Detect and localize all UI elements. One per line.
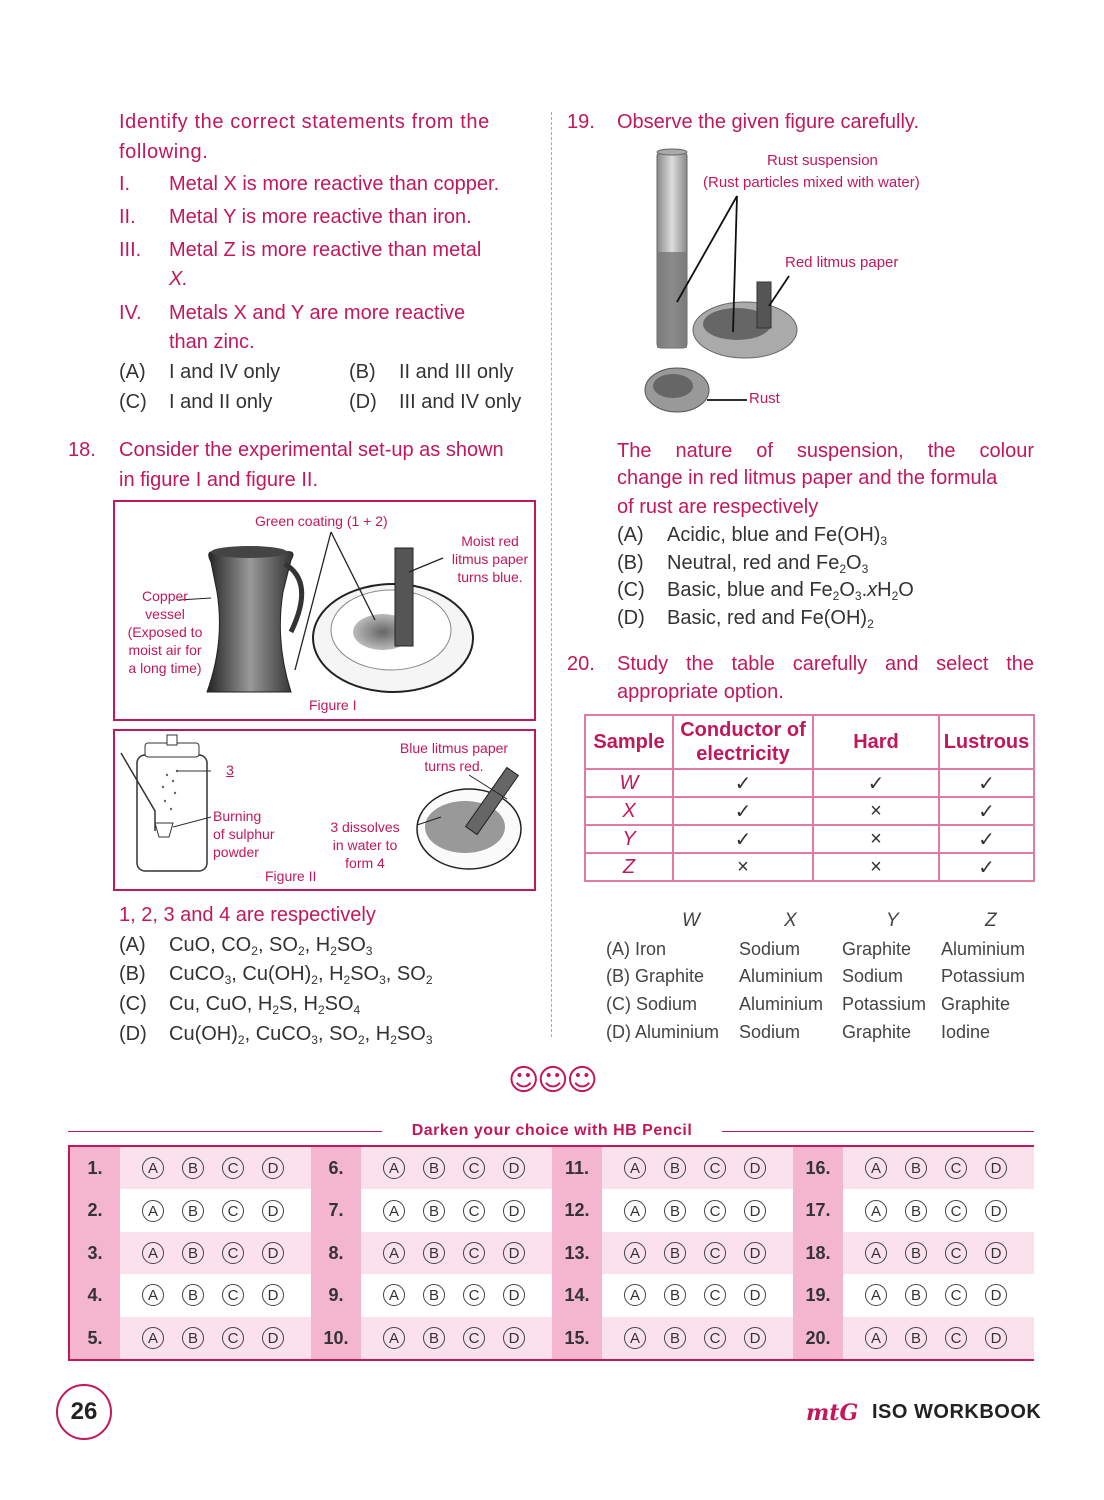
answer-bubble-a[interactable]: A [383, 1200, 405, 1222]
answer-bubble-d[interactable]: D [262, 1242, 284, 1264]
answer-bubble-b[interactable]: B [182, 1242, 204, 1264]
answer-bubbles [383, 1232, 543, 1274]
q17-stmt-text: X. [169, 268, 188, 290]
option-cell: Aluminium [739, 966, 824, 986]
answer-question-number: 14. [564, 1285, 590, 1306]
answer-bubble-d[interactable]: D [744, 1284, 766, 1306]
smiley-icons: ☺☺☺ [508, 1063, 596, 1098]
answer-bubble-b[interactable]: B [905, 1200, 927, 1222]
answer-bubble-a[interactable]: A [383, 1327, 405, 1349]
option-label: (D) [349, 391, 377, 413]
answer-question-number: 3. [87, 1242, 103, 1263]
answer-bubble-d[interactable]: D [262, 1284, 284, 1306]
answer-question-number: 15. [564, 1327, 590, 1348]
q17-stmt-text: Metal X is more reactive than copper. [169, 173, 500, 195]
answer-bubbles [142, 1232, 302, 1274]
answer-bubble-c[interactable]: C [704, 1327, 726, 1349]
q17-stem-text: Identify the correct statements from the following. [119, 111, 490, 163]
red-litmus-label: Red litmus paper [785, 254, 899, 271]
option-cell: Sodium [842, 966, 904, 986]
q17-stmt-text: than zinc. [169, 331, 255, 353]
option-cell: Sodium [739, 1022, 801, 1042]
answer-bubble-c[interactable]: C [222, 1157, 244, 1179]
answer-sheet-title: Darken your choice with HB Pencil [411, 1122, 693, 1139]
q20-stem: Study the table carefully and select the [617, 653, 1034, 675]
answer-bubble-a[interactable]: A [142, 1327, 164, 1349]
option-cell: Aluminium [739, 994, 824, 1014]
question-number: 20. [567, 653, 595, 675]
answer-bubble-c[interactable]: C [945, 1157, 967, 1179]
value-cell: × [813, 853, 939, 881]
label-line: turns blue. [457, 569, 523, 585]
option-label: (A) [119, 361, 146, 383]
answer-bubble-c[interactable]: C [463, 1157, 485, 1179]
value-cell: × [813, 797, 939, 825]
option-label: (A) [617, 524, 644, 546]
option-label: (B) [349, 361, 376, 383]
answer-bubble-d[interactable]: D [744, 1242, 766, 1264]
answer-bubble-c[interactable]: C [704, 1242, 726, 1264]
answer-bubbles [142, 1189, 302, 1231]
answer-bubble-a[interactable]: A [142, 1284, 164, 1306]
answer-bubbles [142, 1147, 302, 1189]
answer-bubble-a[interactable]: A [624, 1242, 646, 1264]
answer-bubble-c[interactable]: C [222, 1200, 244, 1222]
table-row [585, 853, 1034, 881]
label-line: turns red. [424, 758, 484, 774]
answer-bubbles [383, 1147, 543, 1189]
moist-litmus-label [445, 532, 535, 586]
q17-stmt-num: IV. [119, 302, 142, 324]
answer-bubble-b[interactable]: B [905, 1284, 927, 1306]
answer-bubble-d[interactable]: D [503, 1284, 525, 1306]
option-label: (C) [617, 579, 645, 601]
answer-bubble-b[interactable]: B [905, 1157, 927, 1179]
label-line: Moist red [461, 533, 519, 549]
label-line: form 4 [345, 855, 385, 871]
answer-question-number: 18. [805, 1242, 831, 1263]
option-cell: Potassium [941, 966, 1026, 986]
answer-bubble-c[interactable]: C [945, 1200, 967, 1222]
answer-bubble-a[interactable]: A [383, 1284, 405, 1306]
option-cell: Graphite [941, 994, 1011, 1014]
answer-bubble-a[interactable]: A [142, 1200, 164, 1222]
q17-stmt-text: Metals X and Y are more reactive [169, 302, 466, 324]
sample-cell: X [585, 797, 673, 825]
q17-stmt-num: I. [119, 173, 131, 195]
option-text: $Cu(OH)_2$, CuCO$_3$, $SO_2$, $H_2SO_3$ [169, 1023, 433, 1047]
value-cell: ✓ [673, 797, 813, 825]
dissolves-label [321, 818, 409, 872]
green-coating-label: Green coating (1 + 2) [255, 513, 388, 529]
option-cell: (C) Sodium [606, 994, 698, 1014]
option-cell: (A) Iron [606, 939, 667, 959]
answer-bubble-c[interactable]: C [463, 1200, 485, 1222]
answer-bubble-d[interactable]: D [503, 1157, 525, 1179]
answer-bubble-c[interactable]: C [704, 1157, 726, 1179]
answer-question-number: 17. [805, 1200, 831, 1221]
answer-question-number: 5. [87, 1327, 103, 1348]
answer-bubble-b[interactable]: B [423, 1157, 445, 1179]
table-header-row [585, 715, 1034, 769]
answer-bubbles [865, 1189, 1025, 1231]
option-text: CuO, $CO_2$, $SO_2$, $H_2SO_3$ [169, 934, 373, 958]
option-text: Neutral, red and $Fe_2O_3$ [667, 552, 869, 576]
answer-question-number: 19. [805, 1285, 831, 1306]
answer-question-number: 16. [805, 1158, 831, 1178]
table-row [585, 769, 1034, 797]
option-cell: Graphite [842, 1022, 912, 1042]
option-cell: Graphite [842, 939, 912, 959]
question-number: 18. [68, 439, 96, 461]
answer-bubbles [865, 1232, 1025, 1274]
label-line: Blue litmus paper [399, 740, 509, 756]
answer-bubble-d[interactable]: D [744, 1327, 766, 1349]
answer-question-number: 2. [87, 1200, 103, 1221]
answer-question-number: 13. [564, 1242, 590, 1263]
column-divider [551, 112, 552, 1037]
answer-bubble-b[interactable]: B [423, 1242, 445, 1264]
answer-bubble-d[interactable]: D [985, 1242, 1007, 1264]
rust-figure [617, 142, 1017, 422]
answer-bubble-c[interactable]: C [463, 1284, 485, 1306]
label-line: litmus paper [451, 551, 529, 567]
answer-bubbles [865, 1147, 1025, 1189]
q18-stem: in figure I and figure II. [119, 469, 319, 491]
rust-suspension-label: Rust suspension [767, 152, 878, 169]
answer-bubble-a[interactable]: A [624, 1200, 646, 1222]
table-row [585, 825, 1034, 853]
answer-question-number: 11. [564, 1158, 590, 1178]
option-text: CuCO$_3$, $Cu(OH)_2$, $H_2SO_3$, $SO_2$ [169, 963, 433, 987]
value-cell: × [673, 853, 813, 881]
answer-bubble-a[interactable]: A [624, 1157, 646, 1179]
column-head: Z [985, 910, 997, 931]
option-cell: (B) Graphite [606, 966, 705, 986]
answer-bubbles [142, 1317, 302, 1359]
answer-bubble-d[interactable]: D [985, 1200, 1007, 1222]
answer-bubbles [865, 1317, 1025, 1359]
answer-bubble-b[interactable]: B [905, 1327, 927, 1349]
figure-caption: Figure I [309, 697, 357, 713]
figure-2 [113, 729, 536, 891]
table-header: Hard [813, 715, 939, 769]
column-head: Y [886, 910, 899, 931]
answer-bubble-a[interactable]: A [865, 1242, 887, 1264]
answer-bubble-b[interactable]: B [664, 1284, 686, 1306]
answer-question-number: 6. [328, 1158, 344, 1178]
q20-stem: appropriate option. [617, 681, 784, 703]
value-cell: ✓ [939, 769, 1034, 797]
answer-bubble-b[interactable]: B [182, 1157, 204, 1179]
page-number: 26 [56, 1384, 112, 1440]
answer-bubble-b[interactable]: B [905, 1242, 927, 1264]
answer-bubble-b[interactable]: B [423, 1200, 445, 1222]
answer-bubble-c[interactable]: C [945, 1242, 967, 1264]
option-label: (C) [119, 993, 147, 1015]
blue-litmus-label [391, 739, 517, 775]
answer-bubbles [383, 1317, 543, 1359]
answer-bubble-d[interactable]: D [744, 1200, 766, 1222]
sample-cell: Y [585, 825, 673, 853]
q18-question: 1, 2, 3 and 4 are respectively [119, 904, 376, 926]
table-header: Lustrous [939, 715, 1034, 769]
answer-bubble-b[interactable]: B [423, 1284, 445, 1306]
answer-bubble-d[interactable]: D [503, 1200, 525, 1222]
answer-bubble-d[interactable]: D [503, 1327, 525, 1349]
q19-question-line: of rust are respectively [617, 496, 819, 518]
blank-3-label: 3 [226, 762, 234, 778]
option-text: Basic, red and $Fe(OH)_2$ [667, 607, 874, 631]
answer-bubble-b[interactable]: B [664, 1157, 686, 1179]
answer-bubble-a[interactable]: A [142, 1157, 164, 1179]
answer-bubble-c[interactable]: C [463, 1242, 485, 1264]
answer-question-number: 10. [323, 1327, 349, 1348]
answer-bubbles [142, 1274, 302, 1316]
table-row [585, 797, 1034, 825]
answer-bubble-c[interactable]: C [222, 1327, 244, 1349]
q19-question-line: The nature of suspension, the colour [617, 440, 1034, 462]
answer-bubbles [383, 1189, 543, 1231]
answer-question-number: 8. [328, 1242, 344, 1263]
figure-1 [113, 500, 536, 721]
answer-bubble-d[interactable]: D [985, 1157, 1007, 1179]
option-text: Acidic, blue and $Fe(OH)_3$ [667, 524, 888, 548]
answer-bubble-a[interactable]: A [383, 1242, 405, 1264]
value-cell: ✓ [673, 825, 813, 853]
answer-question-number: 20. [805, 1327, 831, 1348]
rust-label: Rust [749, 390, 780, 407]
answer-bubbles [624, 1232, 784, 1274]
option-cell: Potassium [842, 994, 927, 1014]
answer-bubbles [624, 1147, 784, 1189]
burning-sulphur-label [213, 807, 274, 861]
answer-bubble-b[interactable]: B [664, 1200, 686, 1222]
label-line: moist air for [128, 642, 202, 658]
answer-bubbles [865, 1274, 1025, 1316]
answer-bubble-c[interactable]: C [222, 1284, 244, 1306]
answer-question-number: 9. [328, 1285, 344, 1306]
option-cell: Sodium [739, 939, 801, 959]
option-label: (B) [119, 963, 146, 985]
answer-bubble-a[interactable]: A [624, 1327, 646, 1349]
answer-question-number: 12. [564, 1200, 590, 1221]
label-line: Copper [142, 588, 188, 604]
option-text: II and III only [399, 361, 514, 383]
option-label: (D) [119, 1023, 147, 1045]
answer-bubble-d[interactable]: D [744, 1157, 766, 1179]
label-line: in water to [332, 837, 398, 853]
q19-stem: Observe the given figure carefully. [617, 111, 920, 133]
figure-caption: Figure II [265, 868, 317, 884]
label-line: (Exposed to [127, 624, 203, 640]
q17-stmt-text: Metal Z is more reactive than metal [169, 239, 482, 261]
answer-bubble-a[interactable]: A [142, 1242, 164, 1264]
answer-bubble-b[interactable]: B [664, 1327, 686, 1349]
value-cell: ✓ [813, 769, 939, 797]
copper-vessel-label [119, 587, 211, 677]
value-cell: ✓ [939, 853, 1034, 881]
option-cell: Iodine [941, 1022, 991, 1042]
answer-question-number: 1. [87, 1158, 103, 1178]
option-label: (A) [119, 934, 146, 956]
properties-table [584, 714, 1035, 882]
label-line: 3 dissolves [330, 819, 400, 835]
option-text: I and IV only [169, 361, 281, 383]
label-line: powder [213, 844, 259, 860]
answer-bubble-b[interactable]: B [423, 1327, 445, 1349]
answer-sheet [68, 1145, 1034, 1361]
answer-bubble-b[interactable]: B [664, 1242, 686, 1264]
column-head: W [682, 910, 700, 931]
q17-stmt-text: Metal Y is more reactive than iron. [169, 206, 472, 228]
answer-bubble-d[interactable]: D [262, 1200, 284, 1222]
answer-bubbles [624, 1189, 784, 1231]
answer-bubble-d[interactable]: D [262, 1157, 284, 1179]
answer-question-number: 4. [87, 1285, 103, 1306]
answer-bubbles [383, 1274, 543, 1316]
answer-bubble-c[interactable]: C [222, 1242, 244, 1264]
answer-bubble-c[interactable]: C [704, 1284, 726, 1306]
table-header: Conductor of electricity [673, 715, 813, 769]
rust-particles-label: (Rust particles mixed with water) [703, 174, 920, 191]
column-head: X [784, 910, 797, 931]
answer-bubbles [624, 1317, 784, 1359]
answer-bubble-d[interactable]: D [503, 1242, 525, 1264]
answer-bubble-b[interactable]: B [182, 1200, 204, 1222]
answer-bubbles [624, 1274, 784, 1316]
answer-bubble-d[interactable]: D [985, 1327, 1007, 1349]
mtg-logo: mtG [806, 1400, 859, 1426]
answer-question-number: 7. [328, 1200, 344, 1221]
q17-stmt-num: III. [119, 239, 142, 261]
option-text: Cu, CuO, $H_2S$, $H_2SO_4$ [169, 993, 361, 1017]
q18-stem: Consider the experimental set-up as shown [119, 439, 504, 461]
answer-bubble-a[interactable]: A [624, 1284, 646, 1306]
sample-cell: Z [585, 853, 673, 881]
answer-title-rule [68, 1131, 382, 1132]
sample-cell: W [585, 769, 673, 797]
option-cell: Aluminium [941, 939, 1026, 959]
answer-bubble-a[interactable]: A [383, 1157, 405, 1179]
answer-bubble-b[interactable]: B [182, 1327, 204, 1349]
answer-bubble-a[interactable]: A [865, 1327, 887, 1349]
value-cell: × [813, 825, 939, 853]
label-line: a long time) [128, 660, 202, 676]
answer-bubble-a[interactable]: A [865, 1157, 887, 1179]
option-text: I and II only [169, 391, 273, 413]
value-cell: ✓ [673, 769, 813, 797]
label-line: vessel [145, 606, 185, 622]
answer-bubble-a[interactable]: A [865, 1200, 887, 1222]
value-cell: ✓ [939, 825, 1034, 853]
question-number: 19. [567, 111, 595, 133]
label-line: Burning [213, 808, 262, 824]
workbook-title: ISO WORKBOOK [872, 1401, 1042, 1423]
option-label: (C) [119, 391, 147, 413]
answer-bubble-b[interactable]: B [182, 1284, 204, 1306]
answer-bubble-c[interactable]: C [704, 1200, 726, 1222]
answer-title-rule [722, 1131, 1034, 1132]
q17-stmt-num: II. [119, 206, 136, 228]
answer-bubble-d[interactable]: D [262, 1327, 284, 1349]
answer-bubble-c[interactable]: C [945, 1327, 967, 1349]
option-text: Basic, blue and $Fe_2O_3.xH_2O$ [667, 579, 914, 603]
value-cell: ✓ [939, 797, 1034, 825]
label-line: of sulphur [213, 826, 275, 842]
option-cell: (D) Aluminium [606, 1022, 720, 1042]
table-header: Sample [585, 715, 673, 769]
answer-bubble-c[interactable]: C [463, 1327, 485, 1349]
q19-question-line: change in red litmus paper and the formula [617, 467, 998, 489]
answer-bubble-d[interactable]: D [985, 1284, 1007, 1306]
answer-bubble-c[interactable]: C [945, 1284, 967, 1306]
option-text: III and IV only [399, 391, 522, 413]
option-label: (D) [617, 607, 645, 629]
answer-bubble-a[interactable]: A [865, 1284, 887, 1306]
option-label: (B) [617, 552, 644, 574]
